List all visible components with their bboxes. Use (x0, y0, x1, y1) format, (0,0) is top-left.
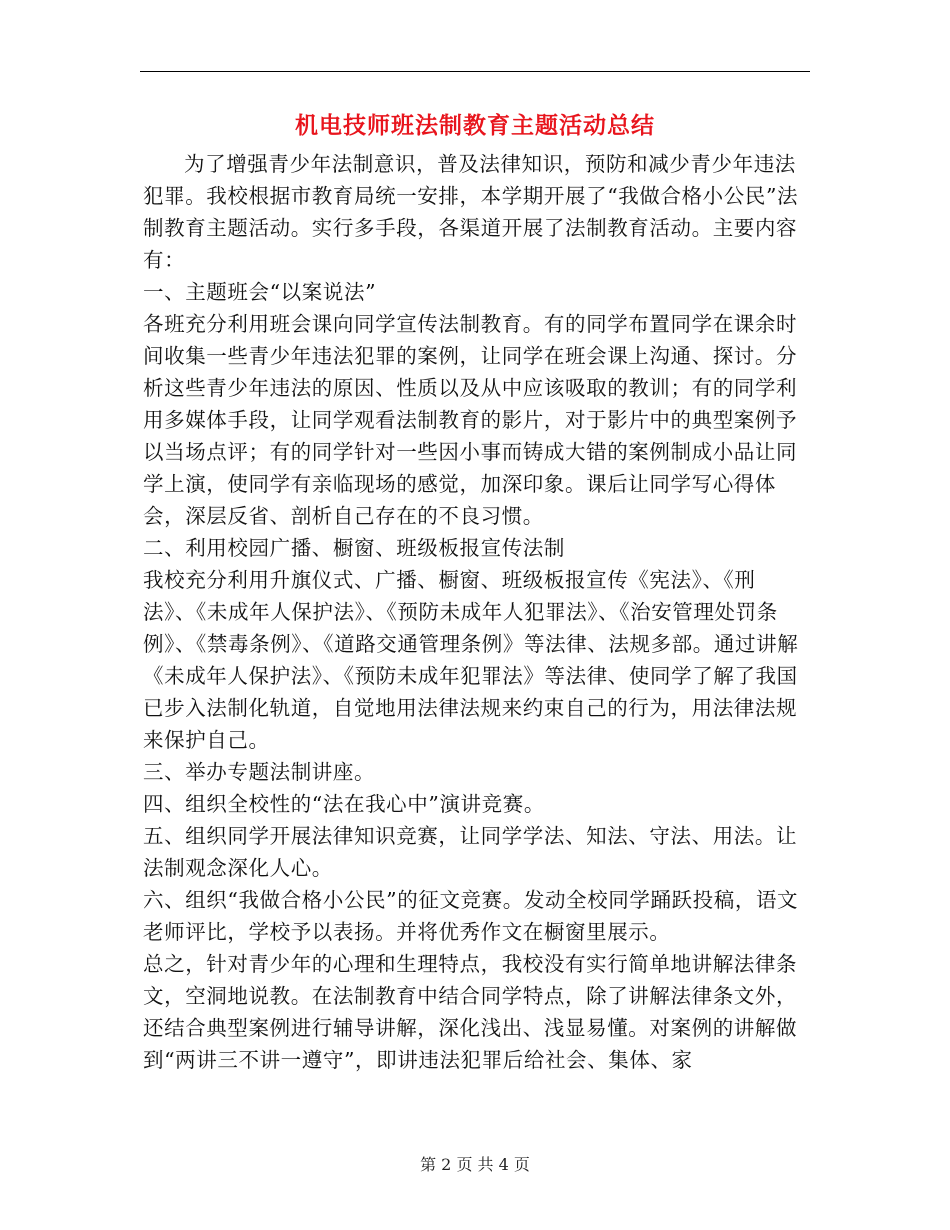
section-heading-4: 四、组织全校性的“法在我心中”演讲竞赛。 (143, 792, 545, 816)
section-paragraph-2: 我校充分利用升旗仪式、广播、橱窗、班级板报宣传《宪法》、《刑法》、《未成年人保护法》、《预防未成年人犯罪法》、《治安管理处罚条例》、《禁毒条例》、《道路交通管理条例》等法律、法规多部。通过讲解《未成年人保护法》、《预防未成年犯罪法》等法律、使同学了解了我国已步入法制化轨道，自觉地用法律法规来约束自己的行为，用法律法规来保护自己。 (143, 568, 799, 752)
document-title: 机电技师班法制教育主题活动总结 (295, 112, 655, 139)
section-paragraph-1: 各班充分利用班会课向同学宣传法制教育。有的同学布置同学在课余时间收集一些青少年违法犯罪的案例，让同学在班会课上沟通、探讨。分析这些青少年违法的原因、性质以及从中应该吸取的教训；有的同学利用多媒体手段，让同学观看法制教育的影片，对于影片中的典型案例予以当场点评；有的同学针对一些因小事而铸成大错的案例制成小品让同学上演，使同学有亲临现场的感觉，加深印象。课后让同学写心得体会，深层反省、剖析自己存在的不良习惯。 (143, 312, 798, 528)
section-heading-1: 一、主题班会“以案说法” (143, 280, 377, 304)
header-rule (140, 71, 810, 72)
intro-paragraph: 为了增强青少年法制意识，普及法律知识，预防和减少青少年违法犯罪。我校根据市教育局统一安排，本学期开展了“我做合格小公民”法制教育主题活动。实行多手段，各渠道开展了法制教育活动。主要内容有： (143, 152, 799, 272)
section-heading-3: 三、举办专题法制讲座。 (143, 760, 376, 784)
section-heading-2: 二、利用校园广播、橱窗、班级板报宣传法制 (143, 536, 565, 560)
document-body (143, 148, 808, 1076)
section-heading-5: 五、组织同学开展法律知识竞赛，让同学学法、知法、守法、用法。让法制观念深化人心。 (143, 824, 798, 880)
summary-paragraph: 总之，针对青少年的心理和生理特点，我校没有实行简单地讲解法律条文，空洞地说教。在法制教育中结合同学特点，除了讲解法律条文外，还结合典型案例进行辅导讲解，深化浅出、浅显易懂。对案例的讲解做到“两讲三不讲一遵守”，即讲违法犯罪后给社会、集体、家 (143, 952, 798, 1072)
page-number: 第 2 页 共 4 页 (420, 1155, 530, 1174)
section-heading-6: 六、组织“我做合格小公民”的征文竞赛。发动全校同学踊跃投稿，语文老师评比，学校予以表扬。并将优秀作文在橱窗里展示。 (143, 888, 799, 944)
